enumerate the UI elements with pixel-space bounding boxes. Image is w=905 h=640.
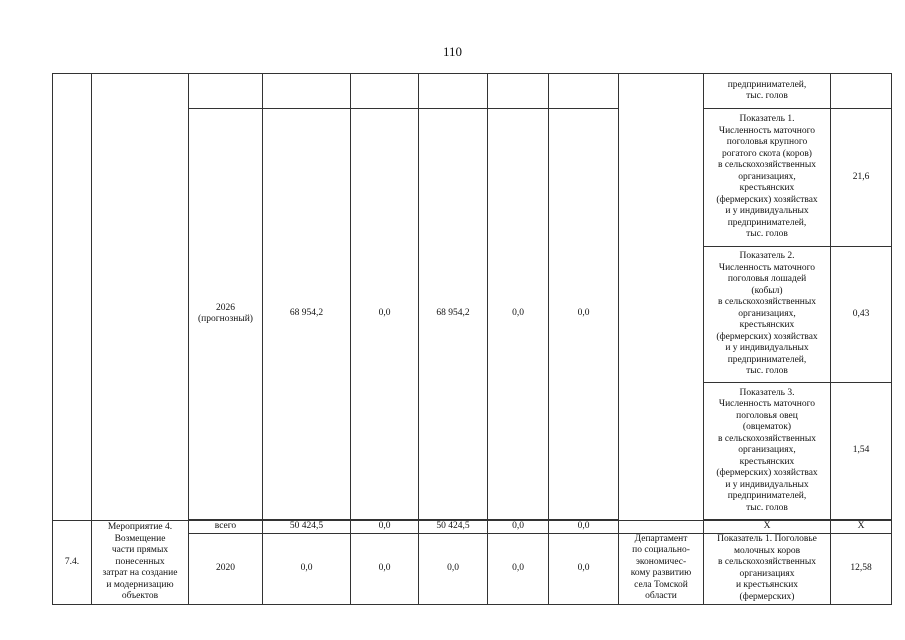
value-cell: 21,6 — [831, 109, 892, 247]
cell-empty — [488, 74, 549, 109]
executor-cell-empty — [619, 521, 704, 534]
local-cell: 0,0 — [488, 521, 549, 534]
total-cell: 50 424,5 — [263, 521, 351, 534]
extra-budget-cell: 0,0 — [549, 109, 619, 520]
executor-cell-empty — [619, 74, 704, 521]
indicator-cell: Показатель 2. Численность маточного поголовья лошадей (кобыл) в сельскохозяйственных организациях, крестьянских (фермерских) хозяйствах и у индивидуальных предпринимателей, тыс. голов — [704, 247, 831, 383]
value-cell: 1,54 — [831, 383, 892, 520]
cell-empty — [419, 74, 488, 109]
indicator-cell: предпринимателей, тыс. голов — [704, 74, 831, 109]
continuation-row — [53, 74, 892, 109]
regional-cell: 50 424,5 — [419, 521, 488, 534]
extra-budget-cell: 0,0 — [549, 533, 619, 604]
name-cell-empty — [92, 74, 189, 521]
regional-cell: 0,0 — [419, 533, 488, 604]
local-cell: 0,0 — [488, 109, 549, 520]
measure-name-cell: Мероприятие 4. Возмещение части прямых понесенных затрат на создание и модернизацию объектов — [92, 521, 189, 605]
federal-cell: 0,0 — [351, 533, 419, 604]
year-cell: 2026 (прогнозный) — [189, 109, 263, 520]
total-cell: 0,0 — [263, 533, 351, 604]
extra-budget-cell: 0,0 — [549, 521, 619, 534]
program-measures-table — [52, 73, 892, 605]
cell-empty — [549, 74, 619, 109]
value-cell-empty — [831, 74, 892, 109]
executor-cell: Департамент по социально- экономичес- кому развитию села Томской области — [619, 533, 704, 604]
number-cell-empty — [53, 74, 92, 521]
federal-cell: 0,0 — [351, 109, 419, 520]
measure-number-cell: 7.4. — [53, 521, 92, 605]
year-cell: всего — [189, 521, 263, 534]
total-cell: 68 954,2 — [263, 109, 351, 520]
indicator-cell: Показатель 1. Поголовье молочных коров в сельскохозяйственных организациях и крестьянских (фермерских) — [704, 533, 831, 604]
indicator-cell: Показатель 1. Численность маточного поголовья крупного рогатого скота (коров) в сельскохозяйственных организациях, крестьянских (фермерских) хозяйствах и у индивидуальных предпринимателей, тыс. голов — [704, 109, 831, 247]
cell-empty — [189, 74, 263, 109]
federal-cell: 0,0 — [351, 521, 419, 534]
measure-total-row — [53, 521, 892, 534]
page-number: 110 — [442, 44, 463, 59]
indicator-cell: Х — [704, 521, 831, 534]
value-cell: Х — [831, 521, 892, 534]
regional-cell: 68 954,2 — [419, 109, 488, 520]
cell-empty — [351, 74, 419, 109]
local-cell: 0,0 — [488, 533, 549, 604]
year-cell: 2020 — [189, 533, 263, 604]
cell-empty — [263, 74, 351, 109]
value-cell: 0,43 — [831, 247, 892, 383]
indicator-cell: Показатель 3. Численность маточного поголовья овец (овцематок) в сельскохозяйственных организациях, крестьянских (фермерских) хозяйствах и у индивидуальных предпринимателей, тыс. голов — [704, 383, 831, 520]
value-cell: 12,58 — [831, 533, 892, 604]
